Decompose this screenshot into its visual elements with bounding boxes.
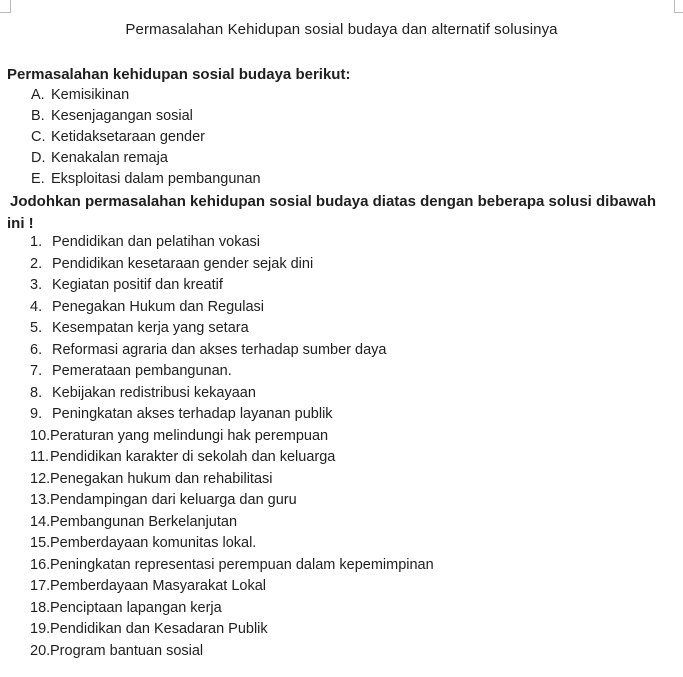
problem-marker: C.	[31, 129, 46, 145]
problem-text: Eksploitasi dalam pembangunan	[51, 171, 261, 187]
solution-number: 3.	[30, 277, 43, 293]
solution-text: Pendidikan dan Kesadaran Publik	[50, 621, 268, 637]
solution-number: 19.	[30, 621, 51, 637]
solution-number: 6.	[30, 341, 43, 358]
page-margin-mark-right	[674, 0, 683, 13]
problem-text: Kenakalan remaja	[51, 150, 168, 166]
solution-text: Kegiatan positif dan kreatif	[52, 277, 223, 293]
solution-number: 14.	[30, 513, 51, 530]
solution-number: 9.	[30, 406, 43, 422]
solution-number: 5.	[30, 320, 43, 336]
solution-text: Pendidikan dan pelatihan vokasi	[52, 234, 260, 250]
solution-text: Pendidikan kesetaraan gender sejak dini	[52, 255, 314, 272]
solution-text: Pendidikan karakter di sekolah dan keluarga	[50, 449, 336, 465]
solution-text: Pembangunan Berkelanjutan	[50, 513, 238, 530]
solution-number: 10.	[30, 427, 51, 444]
solution-text: Pemerataan pembangunan.	[52, 363, 232, 379]
solution-number: 13.	[30, 492, 51, 508]
solution-text: Peningkatan akses terhadap layanan publik	[52, 406, 333, 422]
solution-text: Reformasi agraria dan akses terhadap sumber daya	[52, 341, 387, 358]
solution-text: Penegakan Hukum dan Regulasi	[52, 298, 264, 315]
problems-heading: Permasalahan kehidupan sosial budaya berikut:	[7, 66, 351, 83]
solution-text: Pendampingan dari keluarga dan guru	[50, 492, 297, 508]
page-margin-mark-left	[0, 0, 11, 13]
solution-number: 18.	[30, 599, 51, 616]
instruction-line-2: ini !	[7, 215, 34, 232]
solution-number: 11.	[30, 449, 50, 465]
solution-text: Kesempatan kerja yang setara	[52, 320, 249, 336]
document-title: Permasalahan Kehidupan sosial budaya dan alternatif solusinya	[125, 21, 558, 38]
solution-text: Penciptaan lapangan kerja	[50, 599, 222, 616]
solution-number: 2.	[30, 255, 43, 272]
problem-marker: A.	[31, 87, 45, 103]
problem-marker: B.	[31, 108, 45, 124]
solution-number: 16.	[30, 556, 51, 573]
solution-text: Pemberdayaan Masyarakat Lokal	[50, 578, 267, 594]
solution-number: 15.	[30, 535, 51, 551]
solution-number: 17.	[30, 578, 51, 594]
solution-number: 1.	[30, 234, 43, 250]
solution-text: Kebijakan redistribusi kekayaan	[52, 384, 256, 401]
matching-instruction	[7, 191, 675, 235]
problem-text: Ketidaksetaraan gender	[51, 129, 205, 145]
solution-number: 8.	[30, 384, 43, 401]
solution-text: Peraturan yang melindungi hak perempuan	[50, 427, 329, 444]
solution-text: Program bantuan sosial	[50, 642, 204, 659]
instruction-line-1: Jodohkan permasalahan kehidupan sosial budaya diatas dengan beberapa solusi dibawah	[10, 193, 657, 210]
problem-text: Kesenjagangan sosial	[51, 108, 193, 124]
solution-number: 12.	[30, 470, 51, 487]
solution-number: 4.	[30, 298, 43, 315]
solution-text: Peningkatan representasi perempuan dalam kepemimpinan	[50, 556, 434, 573]
solution-text: Penegakan hukum dan rehabilitasi	[50, 470, 273, 487]
problem-marker: E.	[31, 171, 45, 187]
problem-text: Kemisikinan	[51, 87, 130, 103]
solution-number: 7.	[30, 363, 43, 379]
problem-marker: D.	[31, 150, 46, 166]
solution-number: 20.	[30, 642, 51, 659]
solution-text: Pemberdayaan komunitas lokal.	[50, 535, 257, 551]
